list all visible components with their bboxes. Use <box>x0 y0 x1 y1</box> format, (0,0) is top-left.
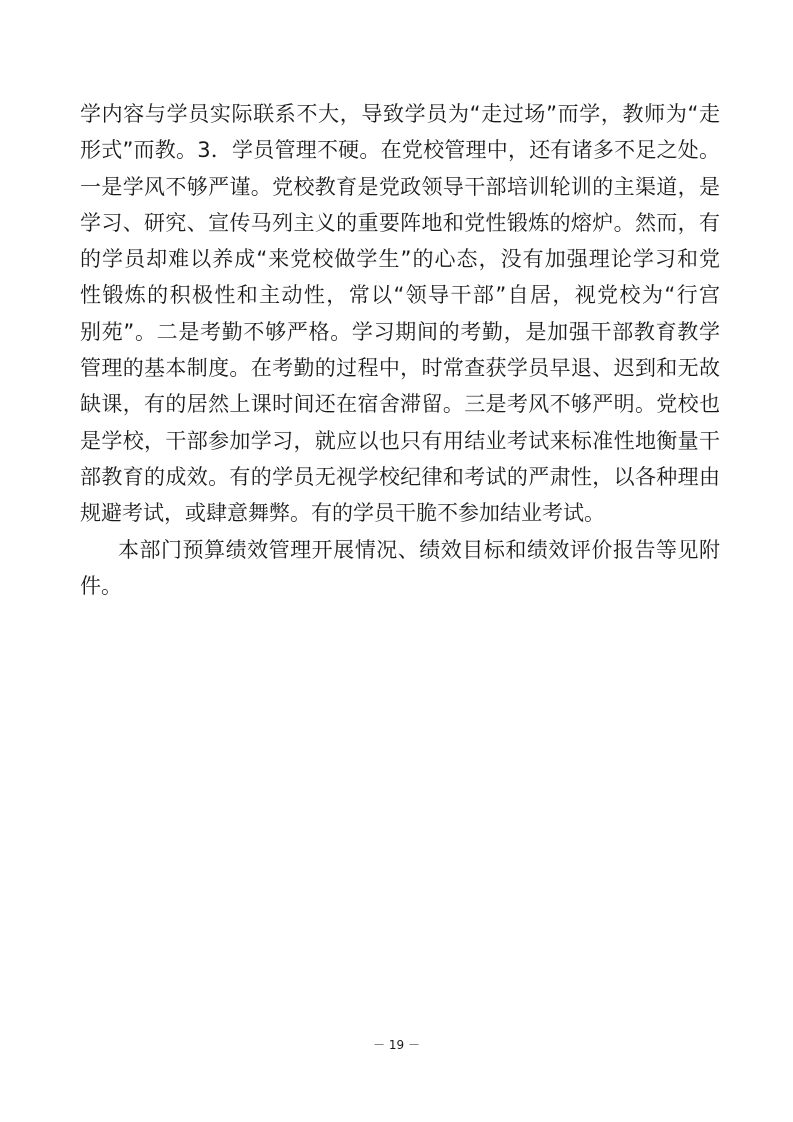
page-number: － 19 － <box>373 1038 420 1052</box>
text-line: 是学校，干部参加学习，就应以也只有用结业考试来标准性地衡量干 <box>80 428 720 453</box>
text-line: 性锻炼的积极性和主动性，常以“领导干部”自居，视党校为“行宫 <box>80 283 720 308</box>
text-line: 本部门预算绩效管理开展情况、绩效目标和绩效评价报告等见附 <box>118 537 720 562</box>
text-line: 管理的基本制度。在考勤的过程中，时常查获学员早退、迟到和无故 <box>80 356 720 381</box>
text-line: 一是学风不够严谨。党校教育是党政领导干部培训轮训的主渠道，是 <box>80 174 720 199</box>
text-line: 的学员却难以养成“来党校做学生”的心态，没有加强理论学习和党 <box>80 247 720 272</box>
text-line: 学内容与学员实际联系不大，导致学员为“走过场”而学，教师为“走 <box>80 102 720 126</box>
text-line: 学习、研究、宣传马列主义的重要阵地和党性锻炼的熔炉。然而，有 <box>80 210 720 235</box>
document-body <box>80 96 720 604</box>
text-line: 部教育的成效。有的学员无视学校纪律和考试的严肃性，以各种理由 <box>80 464 720 489</box>
text-line: 规避考试，或肆意舞弊。有的学员干脆不参加结业考试。 <box>80 501 605 526</box>
paragraph-1 <box>80 96 720 532</box>
paragraph-2 <box>80 532 720 605</box>
text-line: 件。 <box>80 573 122 598</box>
text-line: 形式”而教。3．学员管理不硬。在党校管理中，还有诸多不足之处。 <box>80 138 720 163</box>
text-line: 缺课，有的居然上课时间还在宿舍滞留。三是考风不够严明。党校也 <box>80 392 720 417</box>
text-line: 别苑”。二是考勤不够严格。学习期间的考勤，是加强干部教育教学 <box>80 319 720 344</box>
